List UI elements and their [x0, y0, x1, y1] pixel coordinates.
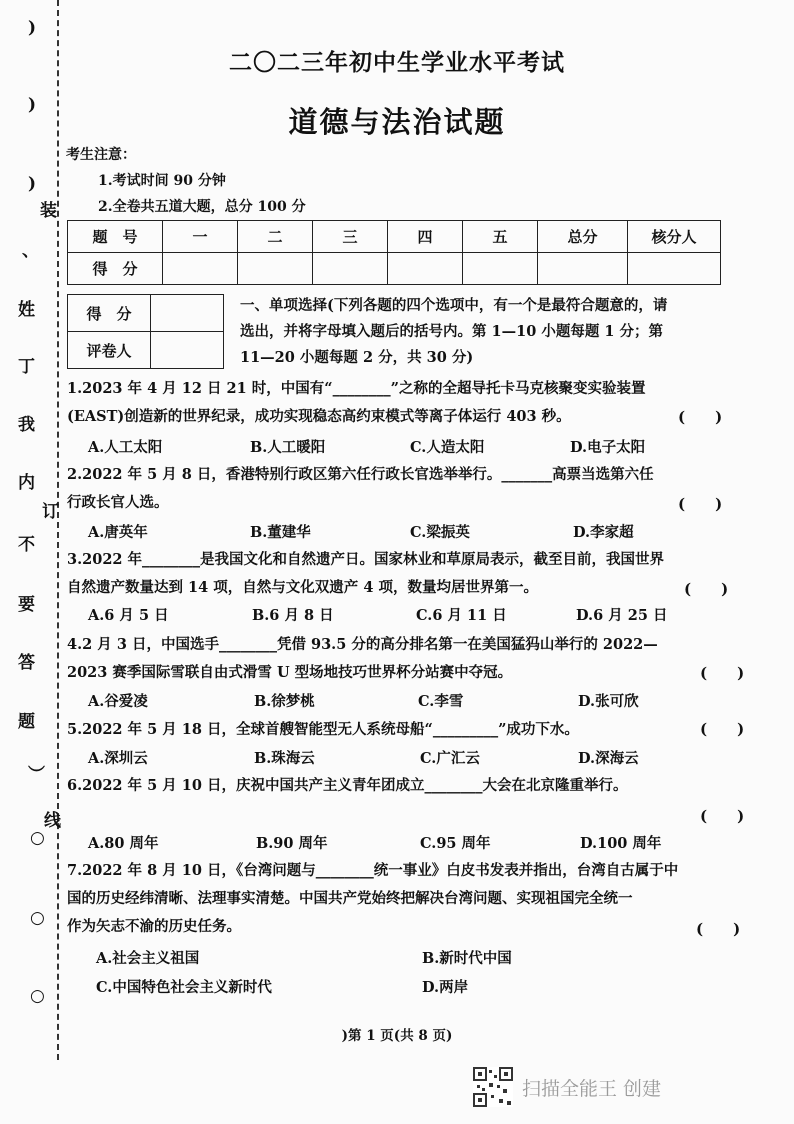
option-b[interactable]: B.90 周年 — [256, 835, 328, 852]
score-header: 核分人 — [628, 221, 721, 253]
binding-char: 订 — [42, 502, 59, 522]
question-line: 国的历史经纬清晰、法理事实清楚。中国共产党始终把解决台湾问题、实现祖国完全统一 — [67, 890, 633, 907]
exam-title: 二〇二三年初中生学业水平考试 — [229, 49, 565, 76]
binding-char: 答 — [18, 653, 35, 673]
question-line: 行政长官人选。 — [67, 494, 169, 511]
option-c[interactable]: C.广汇云 — [420, 750, 480, 767]
question-2 — [67, 461, 757, 517]
score-cell[interactable] — [628, 253, 721, 285]
option-a[interactable]: A.社会主义祖国 — [96, 950, 200, 967]
question-line: 自然遗产数量达到 14 项，自然与文化双遗产 4 项，数量均居世界第一。 — [67, 579, 538, 596]
option-d[interactable]: D.100 周年 — [580, 835, 662, 852]
options-row — [88, 832, 768, 856]
score-header: 一 — [163, 221, 238, 253]
binding-char: 不 — [18, 535, 35, 555]
option-c[interactable]: C.人造太阳 — [410, 439, 485, 456]
option-d[interactable]: D.李家超 — [573, 524, 634, 541]
option-c[interactable]: C.李雪 — [418, 693, 464, 710]
binding-char: 线 — [44, 811, 61, 831]
question-line: 3.2022 年________是我国文化和自然遗产日。国家林业和草原局表示，截至目前，我国世界 — [67, 551, 665, 568]
score-header: 二 — [238, 221, 313, 253]
score-cell[interactable] — [388, 253, 463, 285]
option-a[interactable]: A.80 周年 — [88, 835, 159, 852]
options-row — [88, 521, 768, 545]
options-row — [88, 436, 768, 460]
question-5 — [67, 716, 757, 744]
question-3 — [67, 546, 757, 602]
options-row — [88, 747, 768, 771]
answer-blank[interactable]: ( ) — [700, 720, 745, 738]
score-header: 五 — [463, 221, 538, 253]
option-d[interactable]: D.电子太阳 — [570, 439, 646, 456]
score-header: 三 — [313, 221, 388, 253]
question-line: 1.2023 年 4 月 12 日 21 时，中国有“________”之称的全超导托卡马克核聚变实验装置 — [67, 380, 646, 397]
margin-circle: ○ — [30, 986, 45, 1006]
score-header: 总分 — [538, 221, 628, 253]
binding-char: 内 — [18, 473, 35, 493]
option-a[interactable]: A.唐英年 — [88, 524, 148, 541]
question-7 — [67, 857, 757, 941]
exam-subtitle: 道德与法治试题 — [288, 105, 506, 139]
question-line: 2.2022 年 5 月 8 日，香港特别行政区第六任行政长官选举举行。_______高票当选第六任 — [67, 466, 654, 483]
question-line: 作为矢志不渝的历史任务。 — [67, 918, 241, 935]
section-instructions — [240, 293, 752, 371]
margin-mark: ) — [28, 174, 37, 194]
question-line: (EAST)创造新的世界纪录，成功实现稳态高约束模式等离子体运行 403 秒。 — [67, 408, 571, 425]
question-line: 4.2 月 3 日，中国选手________凭借 93.5 分的高分排名第一在美国猛犸山举行的 2022— — [67, 636, 658, 653]
answer-blank[interactable]: ( ) — [684, 580, 729, 598]
question-6 — [67, 772, 757, 800]
notice-item: 1.考试时间 90 分钟 — [98, 173, 226, 189]
answer-blank[interactable]: ( ) — [678, 495, 723, 513]
option-d[interactable]: D.张可欣 — [578, 693, 639, 710]
margin-mark: ) — [28, 18, 37, 38]
option-c[interactable]: C.梁振英 — [410, 524, 470, 541]
option-a[interactable]: A.谷爱凌 — [88, 693, 148, 710]
margin-mark: 丁 — [18, 357, 35, 377]
option-a[interactable]: A.6 月 5 日 — [88, 607, 169, 624]
grader-score-label: 得 分 — [68, 295, 151, 332]
candidate-notice — [66, 142, 306, 220]
question-line: 5.2022 年 5 月 18 日，全球首艘智能型无人系统母船“_________”成功下水。 — [67, 721, 579, 738]
option-b[interactable]: B.6 月 8 日 — [252, 607, 334, 624]
option-b[interactable]: B.徐梦桃 — [254, 693, 315, 710]
option-b[interactable]: B.董建华 — [250, 524, 311, 541]
option-a[interactable]: A.深圳云 — [88, 750, 148, 767]
option-a[interactable]: A.人工太阳 — [88, 439, 163, 456]
margin-mark: 姓 — [18, 300, 35, 320]
margin-circle: ○ — [30, 828, 45, 848]
binding-char: 装 — [40, 201, 57, 221]
option-c[interactable]: C.中国特色社会主义新时代 — [96, 979, 272, 996]
margin-circle: ○ — [30, 908, 45, 928]
question-line: 7.2022 年 8 月 10 日，《台湾问题与________统一事业》白皮书发表并指出，台湾自古属于中 — [67, 862, 679, 879]
option-b[interactable]: B.人工暖阳 — [250, 439, 326, 456]
grader-name-cell[interactable] — [151, 332, 224, 369]
option-c[interactable]: C.6 月 11 日 — [416, 607, 507, 624]
answer-blank[interactable]: ( ) — [678, 408, 723, 426]
options-row — [88, 604, 768, 628]
score-cell[interactable] — [463, 253, 538, 285]
binding-dashed-line — [57, 0, 59, 1060]
notice-item: 2.全卷共五道大题，总分 100 分 — [98, 199, 306, 215]
section-line: 选出，并将字母填入题后的括号内。第 1—10 小题每题 1 分；第 — [240, 323, 664, 340]
margin-mark: 我 — [18, 415, 35, 435]
option-d[interactable]: D.两岸 — [422, 979, 469, 996]
binding-char: 题 — [18, 712, 35, 732]
grader-score-cell[interactable] — [151, 295, 224, 332]
question-1 — [67, 375, 757, 431]
score-cell[interactable] — [163, 253, 238, 285]
score-header: 题 号 — [68, 221, 163, 253]
binding-char: 要 — [18, 595, 35, 615]
margin-mark: 、 — [22, 241, 39, 261]
score-cell[interactable] — [313, 253, 388, 285]
question-4 — [67, 631, 757, 687]
qr-code-icon — [473, 1067, 513, 1107]
margin-mark: ) — [28, 95, 37, 115]
option-d[interactable]: D.深海云 — [578, 750, 639, 767]
question-line: 2023 赛季国际雪联自由式滑雪 U 型场地技巧世界杯分站赛中夺冠。 — [67, 664, 513, 681]
notice-heading: 考生注意： — [66, 147, 136, 163]
grader-name-label: 评卷人 — [68, 332, 151, 369]
option-b[interactable]: B.珠海云 — [254, 750, 315, 767]
question-line: 6.2022 年 5 月 10 日，庆祝中国共产主义青年团成立________大会在北京隆重举行。 — [67, 777, 628, 794]
answer-blank[interactable]: ( ) — [700, 807, 745, 825]
option-d[interactable]: D.6 月 25 日 — [576, 607, 668, 624]
score-cell[interactable] — [238, 253, 313, 285]
score-header: 四 — [388, 221, 463, 253]
options-row — [88, 947, 768, 971]
answer-blank[interactable]: ( ) — [700, 664, 745, 682]
score-row-label: 得 分 — [68, 253, 163, 285]
watermark-text: 扫描全能王 创建 — [522, 1078, 662, 1100]
page-number: )第 1 页(共 8 页) — [341, 1028, 453, 1044]
options-row — [88, 976, 768, 1000]
score-cell[interactable] — [538, 253, 628, 285]
section-line: 一、单项选择(下列各题的四个选项中，有一个是最符合题意的，请 — [240, 297, 668, 314]
score-table — [67, 220, 721, 285]
margin-mark: ︶ — [28, 765, 45, 785]
answer-blank[interactable]: ( ) — [696, 920, 741, 938]
section-line: 11—20 小题每题 2 分，共 30 分) — [240, 349, 474, 366]
option-c[interactable]: C.95 周年 — [420, 835, 491, 852]
grader-table — [67, 294, 224, 369]
options-row — [88, 690, 768, 714]
option-b[interactable]: B.新时代中国 — [422, 950, 512, 967]
